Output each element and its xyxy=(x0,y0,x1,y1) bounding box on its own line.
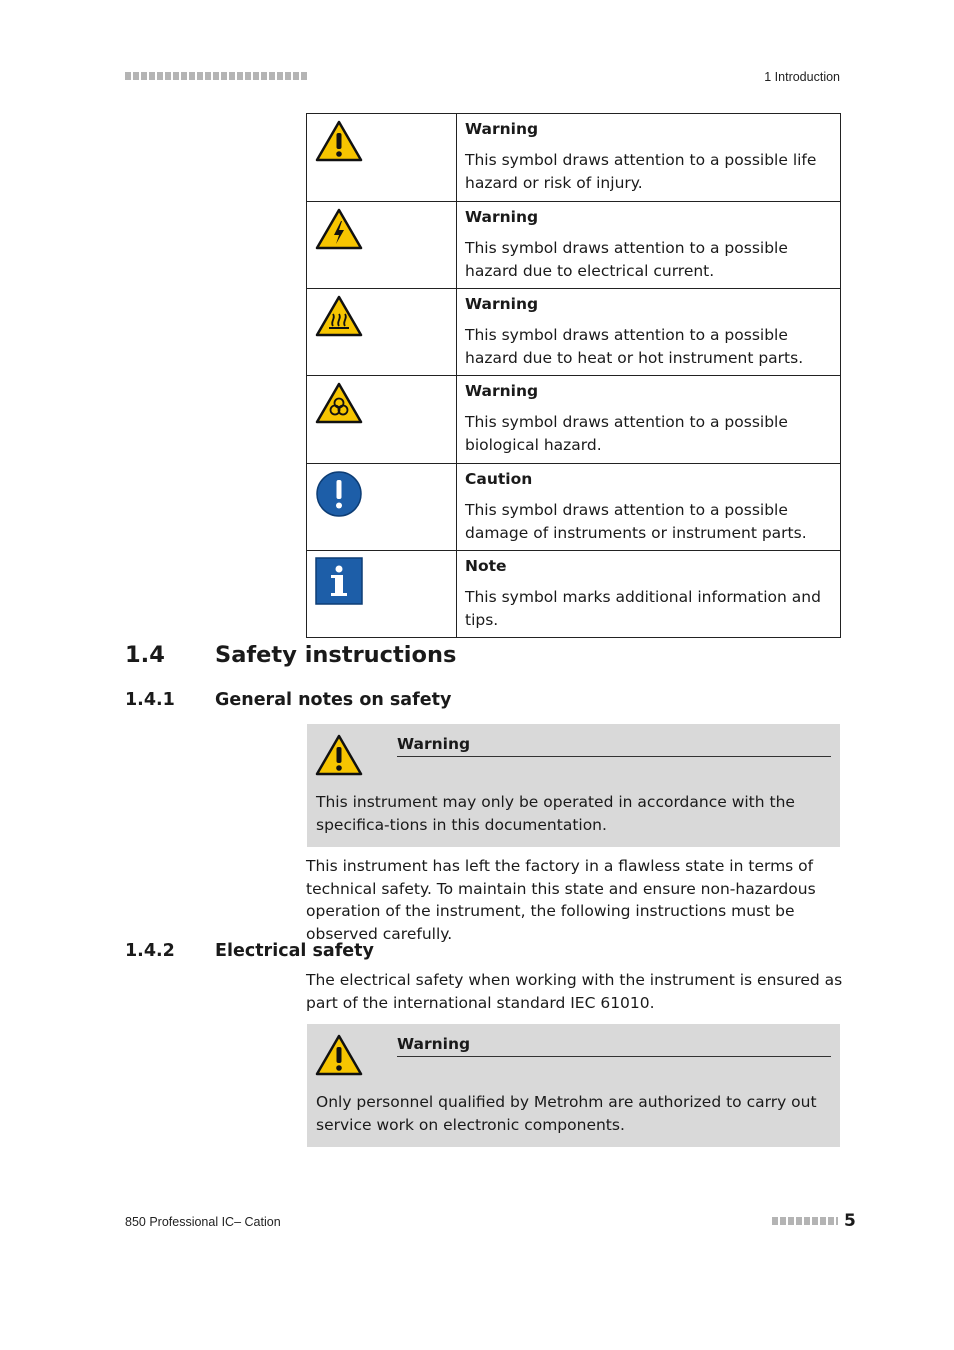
warning-text: Only personnel qualified by Metrohm are authorized to carry out service work on electronic components. xyxy=(316,1093,817,1134)
section-title: Safety instructions xyxy=(215,642,457,668)
caution-icon xyxy=(315,470,448,518)
section-number: 1.4 xyxy=(125,642,165,668)
warning-general-icon xyxy=(315,1034,363,1080)
table-row xyxy=(307,551,841,638)
symbol-description: This symbol draws attention to a possible hazard due to electrical current. xyxy=(465,239,788,280)
symbol-title: Caution xyxy=(465,470,533,488)
section-title: Electrical safety xyxy=(215,941,374,961)
section-title: General notes on safety xyxy=(215,690,452,710)
header-section-title: 1 Introduction xyxy=(764,70,840,84)
section-heading-1-4-2 xyxy=(125,941,374,961)
warning-biohazard-icon xyxy=(315,382,448,424)
symbol-title: Note xyxy=(465,557,507,575)
paragraph: The electrical safety when working with the instrument is ensured as part of the international standard IEC 61010. xyxy=(306,971,843,1012)
table-row xyxy=(307,376,841,464)
table-row xyxy=(307,464,841,551)
symbol-description: This symbol draws attention to a possible life hazard or risk of injury. xyxy=(465,151,817,192)
symbol-description: This symbol marks additional information and tips. xyxy=(465,588,821,629)
symbol-title: Warning xyxy=(465,120,539,138)
warning-box xyxy=(307,1024,840,1147)
warning-box xyxy=(307,724,840,847)
section-heading-1-4-1 xyxy=(125,690,451,710)
warning-title: Warning xyxy=(397,734,831,757)
header-decoration xyxy=(125,72,307,80)
warning-general-icon xyxy=(315,734,363,780)
section-heading-1-4 xyxy=(125,642,456,668)
warning-electrical-icon xyxy=(315,208,448,250)
symbol-description: This symbol draws attention to a possible biological hazard. xyxy=(465,413,788,454)
footer-product-name: 850 Professional IC– Cation xyxy=(125,1215,281,1229)
footer-decoration xyxy=(772,1217,838,1225)
symbol-title: Warning xyxy=(465,382,539,400)
info-icon xyxy=(315,557,448,605)
symbol-title: Warning xyxy=(465,295,539,313)
page-number: 5 xyxy=(844,1211,856,1231)
section-number: 1.4.2 xyxy=(125,941,175,961)
table-row xyxy=(307,202,841,289)
symbol-description: This symbol draws attention to a possible damage of instruments or instrument parts. xyxy=(465,501,807,542)
symbol-title: Warning xyxy=(465,208,539,226)
table-row xyxy=(307,289,841,376)
warning-title: Warning xyxy=(397,1034,831,1057)
warning-general-icon xyxy=(315,120,448,162)
symbol-description: This symbol draws attention to a possible hazard due to heat or hot instrument parts. xyxy=(465,326,804,367)
warning-heat-icon xyxy=(315,295,448,337)
table-row xyxy=(307,114,841,202)
warning-text: This instrument may only be operated in accordance with the specifica-tions in this documentation. xyxy=(316,793,795,834)
section-number: 1.4.1 xyxy=(125,690,175,710)
symbols-table xyxy=(306,113,841,638)
paragraph: This instrument has left the factory in a flawless state in terms of technical safety. To maintain this state and ensure non-hazardous operation of the instrument, the following instructions must be observed carefully. xyxy=(306,857,816,943)
